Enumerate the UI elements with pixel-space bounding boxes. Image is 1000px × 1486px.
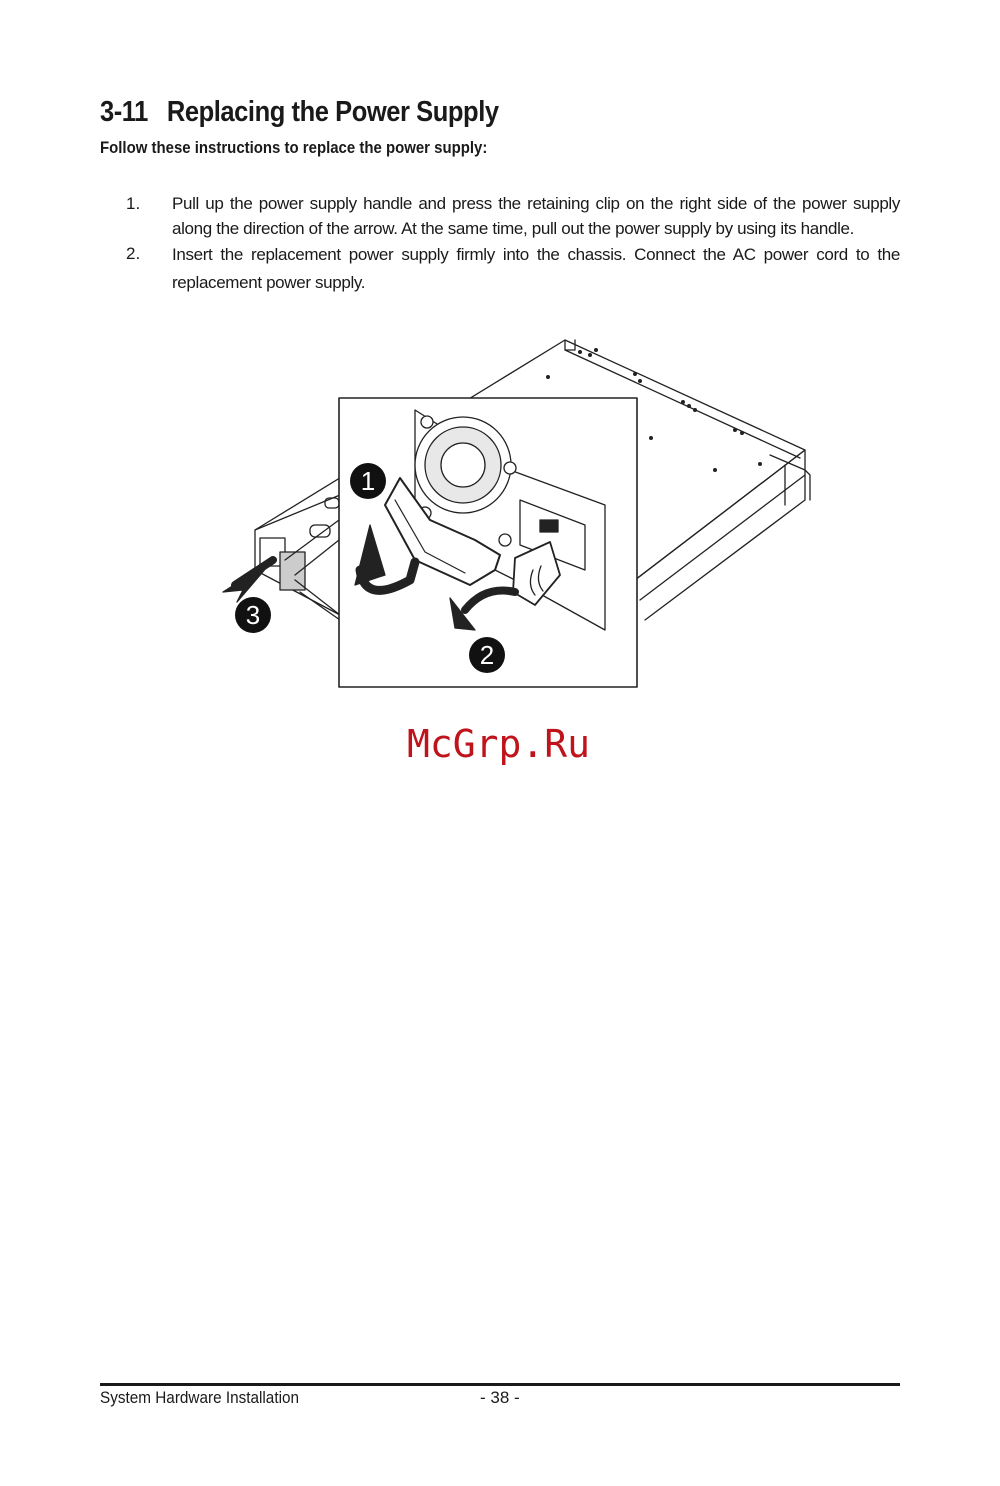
step-number: 1.: [126, 194, 141, 213]
page-number: - 38 -: [480, 1388, 520, 1407]
callout-3: 3: [235, 597, 271, 633]
power-supply-illustration: [215, 330, 815, 695]
step-text: Insert the replacement power supply firmly into the chassis. Connect the AC power cord to the replacement power supply.: [172, 245, 900, 292]
section-title-text: Replacing the Power Supply: [166, 96, 499, 128]
footer-divider: [100, 1383, 900, 1386]
step-text: Pull up the power supply handle and press the retaining clip on the right side of the power supply along the direction of the arrow. At the same time, pull out the power supply by using its handle.: [172, 194, 900, 238]
step-number: 2.: [126, 244, 141, 263]
callout-1: 1: [350, 463, 386, 499]
footer-section-name: System Hardware Installation: [100, 1388, 299, 1407]
section-number: 3-11: [100, 96, 148, 128]
list-item: [126, 191, 900, 241]
steps-list: [126, 191, 900, 297]
intro-text: Follow these instructions to replace the power supply:: [100, 138, 488, 157]
watermark: McGrp.Ru: [407, 722, 591, 766]
callout-2: 2: [469, 637, 505, 673]
list-item: [126, 241, 900, 297]
section-title: [100, 96, 499, 129]
